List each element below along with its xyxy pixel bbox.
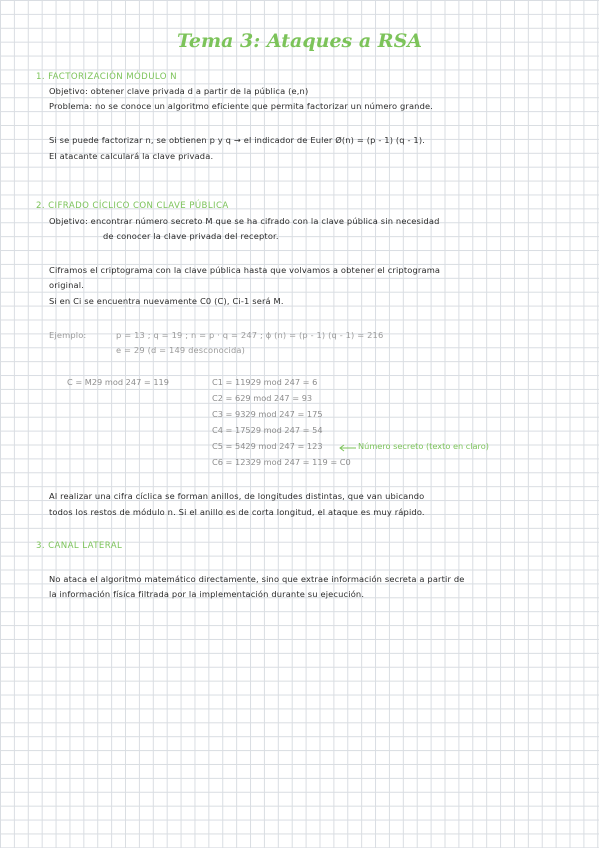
section1-problem: Problema: no se conoce un algoritmo eficiente que permita factorizar un número grande.: [49, 101, 434, 111]
section2-objective-line1: Objetivo: encontrar número secreto M que se ha cifrado con la clave pública sin necesidad: [49, 216, 440, 226]
page-title: Tema 3: Ataques a RSA: [176, 30, 423, 52]
condition-prefix: Si en Ci se encuentra nuevamente: [49, 296, 198, 306]
cycle-step: C6 = 12329 mod 247 = 119 = C0: [212, 457, 351, 467]
section2-conclusion-line1: Al realizar una cifra cíclica se forman anillos, de longitudes distintas, que van ubicando: [49, 491, 425, 501]
example-parameters: p = 13 ; q = 19 ; n = p · q = 247 ; ϕ (n) = (p - 1) (q - 1) = 216: [116, 330, 384, 340]
example-label: Ejemplo:: [49, 330, 87, 340]
condition-c0: C0 (C),: [199, 296, 230, 306]
section2-heading: 2. CIFRADO CÍCLICO CON CLAVE PÚBLICA: [36, 201, 229, 211]
section3-heading: 3. CANAL LATERAL: [36, 541, 123, 551]
cycle-step: C2 = 629 mod 247 = 93: [212, 393, 313, 403]
secret-number-note: Número secreto (texto en claro): [358, 441, 489, 451]
cycle-step: C3 = 9329 mod 247 = 175: [212, 409, 323, 419]
example-exponents: e = 29 (d = 149 desconocida): [116, 345, 246, 355]
condition-suffix: será M.: [252, 296, 284, 306]
section1-objective: Objetivo: obtener clave privada d a partir de la pública (e,n): [49, 86, 309, 96]
cycle-step: C1 = 11929 mod 247 = 6: [212, 377, 318, 387]
section3-line1: No ataca el algoritmo matemático directamente, sino que extrae información secreta a partir de: [49, 574, 465, 584]
section1-attacker-line: El atacante calculará la clave privada.: [49, 151, 214, 161]
arrow-icon: [338, 444, 358, 454]
section1-heading: 1. FACTORIZACIÓN MÓDULO N: [36, 72, 177, 82]
cycle-step: C4 = 17529 mod 247 = 54: [212, 425, 323, 435]
section2-paragraph-line1: Ciframos el criptograma con la clave pública hasta que volvamos a obtener el criptograma: [49, 265, 441, 275]
section2-conclusion-line2: todos los restos de módulo n. Si el anillo es de corta longitud, el ataque es muy rápido.: [49, 507, 425, 517]
section3-line2: la información física filtrada por la implementación durante su ejecución.: [49, 589, 365, 599]
ciphertext-formula: C = M29 mod 247 = 119: [67, 377, 169, 387]
condition-ci: Ci-1: [232, 296, 250, 306]
cycle-step: C5 = 5429 mod 247 = 123: [212, 441, 323, 451]
section1-factorization-line: Si se puede factorizar n, se obtienen p y q → el indicador de Euler Ø(n) = (p - 1) (q - 1).: [49, 135, 425, 145]
section2-paragraph-line2: original.: [49, 280, 84, 290]
section2-objective-line2: de conocer la clave privada del receptor.: [103, 231, 279, 241]
section2-condition-line: [49, 296, 284, 306]
